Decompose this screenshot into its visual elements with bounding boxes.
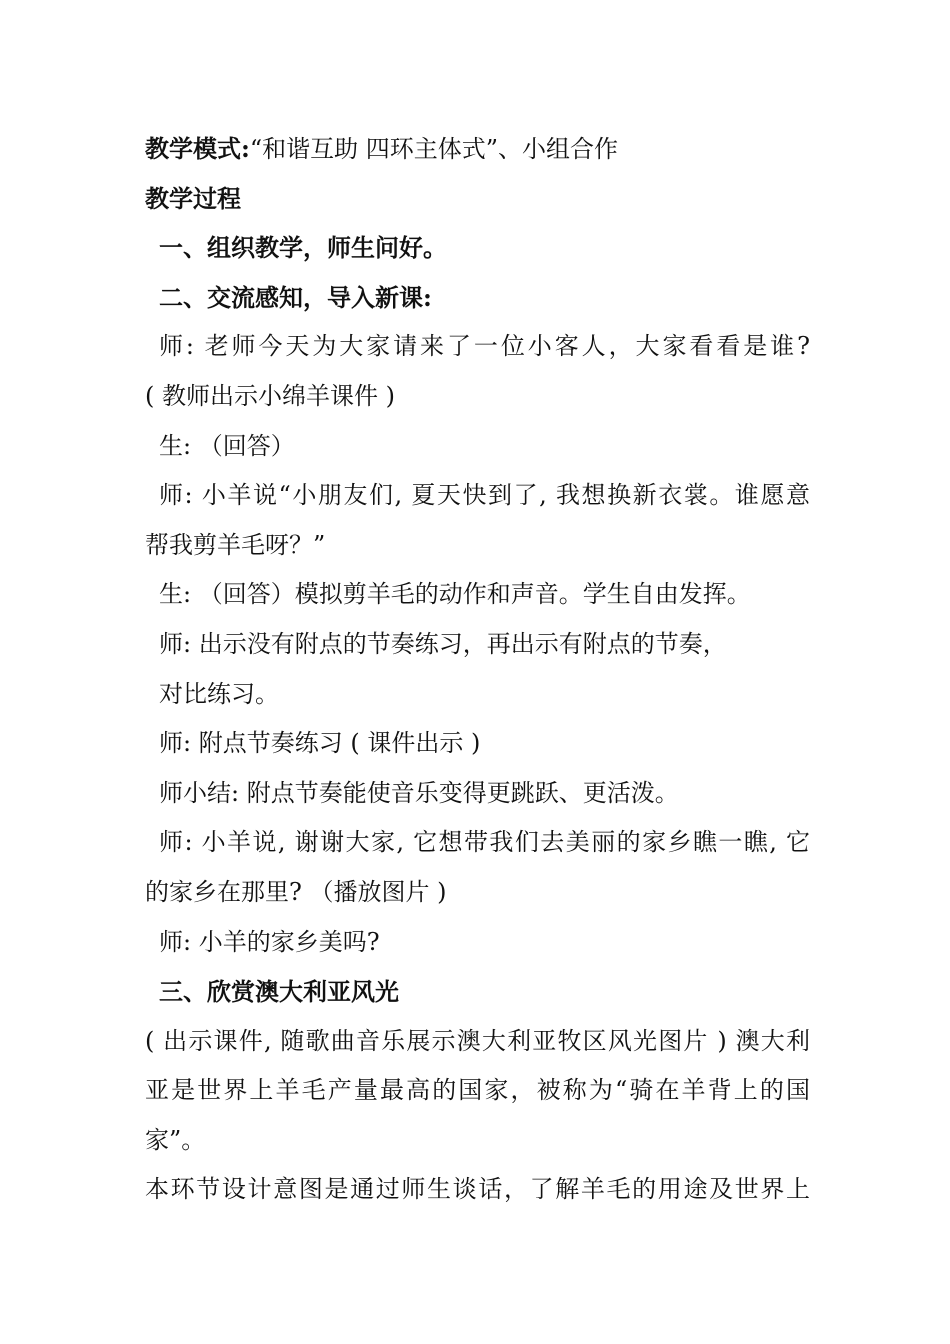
paragraph-line: ( 教师出示小绵羊课件 ) [145,381,395,410]
paragraph-line: 师: 附点节奏练习 ( 课件出示 ) [159,729,481,758]
paragraph-line: 师: 小羊说“小朋友们, 夏天快到了, 我想换新衣裳。谁愿意 [159,481,810,510]
paragraph-line: 的家乡在那里? （播放图片 ) [145,877,447,906]
paragraph-line: 生: （回答）模拟剪羊毛的动作和声音。学生自由发挥。 [159,580,751,609]
teaching-mode-label: 教学模式: [145,134,250,163]
paragraph-line: 师小结: 附点节奏能使音乐变得更跳跃、更活泼。 [159,778,679,807]
document-body [145,124,810,1215]
paragraph-line: 师: 小羊说, 谢谢大家, 它想带我们去美丽的家乡瞧一瞧, 它 [159,828,810,857]
paragraph-line: 生: （回答） [159,431,295,460]
paragraph-line: 亚是世界上羊毛产量最高的国家，被称为“骑在羊背上的国 [145,1076,810,1105]
teaching-process-heading: 教学过程 [145,183,241,213]
teaching-mode-line [145,124,810,174]
paragraph-line: ( 出示课件, 随歌曲音乐展示澳大利亚牧区风光图片 ) 澳大利 [145,1026,810,1055]
section-heading-2: 二、交流感知，导入新课: [159,282,432,312]
paragraph-line: 对比练习。 [159,679,279,708]
paragraph-line: 师: 出示没有附点的节奏练习，再出示有附点的节奏， [159,629,727,658]
teaching-mode-text: “和谐互助 四环主体式”、小组合作 [249,135,619,163]
paragraph-line: 帮我剪羊毛呀？” [145,530,326,559]
paragraph-line: 师: 小羊的家乡美吗? [159,927,380,956]
paragraph-line: 本环节设计意图是通过师生谈话，了解羊毛的用途及世界上 [145,1175,810,1204]
section-heading-1: 一、组织教学，师生问好。 [159,233,447,263]
paragraph-line: 家”。 [145,1125,206,1154]
section-heading-3: 三、欣赏澳大利亚风光 [159,977,399,1007]
paragraph-line: 师: 老师今天为大家请来了一位小客人，大家看看是谁? [159,332,810,361]
